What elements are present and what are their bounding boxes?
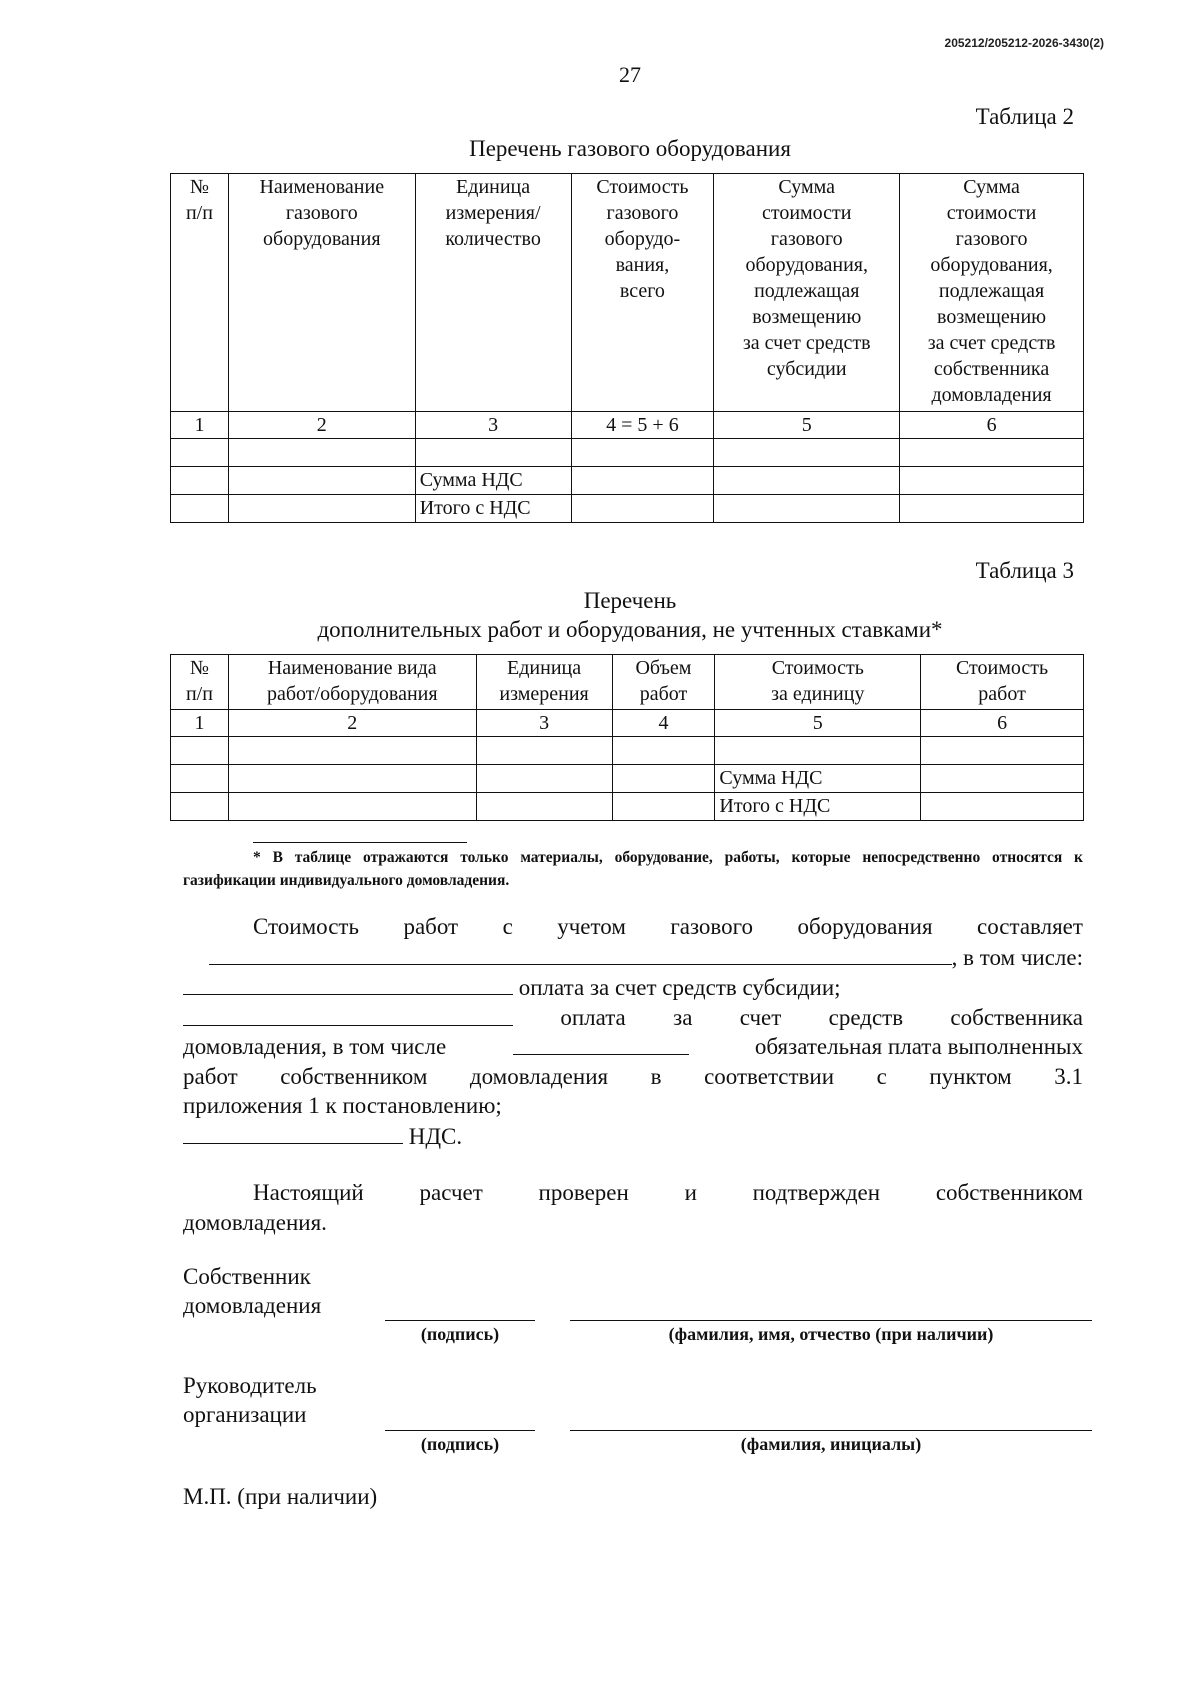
- table2-col-number: 4 = 5 + 6: [571, 412, 714, 439]
- total-cost-blank: [209, 942, 952, 965]
- table3-additional-works: [170, 654, 1084, 821]
- owner-amount-blank: [183, 1003, 513, 1026]
- owner-signature-line[interactable]: [385, 1320, 535, 1321]
- table2-col-number: 2: [228, 412, 415, 439]
- table3-col-number: 3: [476, 710, 612, 737]
- cost-line-7: приложения 1 к постановлению;: [183, 1093, 502, 1118]
- head-name-line[interactable]: [570, 1430, 1092, 1431]
- table2-number-row: [171, 412, 1084, 439]
- table2-col-number: 1: [171, 412, 229, 439]
- owner-label: Собственник домовладения: [183, 1264, 322, 1318]
- head-signature-caption: (подпись): [420, 1434, 500, 1454]
- table2-header-cell: Стоимость газового оборудо- вания, всего: [571, 174, 714, 412]
- footnote-rule: [253, 842, 467, 843]
- head-signature-line[interactable]: [385, 1430, 535, 1431]
- owner-name-line[interactable]: [570, 1320, 1092, 1321]
- table3-col-number: 5: [715, 710, 921, 737]
- table2-header-cell: Единица измерения/ количество: [415, 174, 571, 412]
- table2-vat-label: Сумма НДС: [415, 467, 571, 495]
- table2-gas-equipment: [170, 173, 1084, 523]
- table3-header-cell: Объем работ: [612, 655, 715, 710]
- table3-col-number: 6: [921, 710, 1084, 737]
- table3-total-label: Итого с НДС: [715, 793, 921, 821]
- confirm-line-1: Настоящий расчет проверен и подтвержден собственником: [253, 1180, 1083, 1205]
- table3-col-number: 1: [171, 710, 229, 737]
- footnote-text: * В таблице отражаются только материалы, оборудование, работы, которые непосредственно относятся к газификации индивидуального домовладения.: [183, 849, 1083, 889]
- table2-col-number: 6: [900, 412, 1084, 439]
- cost-line-3: оплата за счет средств субсидии;: [183, 972, 1083, 1003]
- table3-header-cell: Наименование вида работ/оборудования: [228, 655, 476, 710]
- table3-header-cell: Единица измерения: [476, 655, 612, 710]
- owner-signature-caption: (подпись): [420, 1324, 500, 1344]
- table2-title: Перечень газового оборудования: [469, 136, 791, 161]
- cost-paragraph: [183, 912, 1083, 1151]
- head-name-caption: (фамилия, инициалы): [740, 1434, 922, 1454]
- head-label: Руководитель организации: [183, 1373, 317, 1427]
- confirm-paragraph: [183, 1178, 1083, 1237]
- cost-line-1: Стоимость работ с учетом газового оборудования составляет: [253, 914, 1083, 939]
- subsidy-amount-blank: [183, 972, 513, 995]
- table2-col-number: 5: [714, 412, 900, 439]
- table2-header-cell: Сумма стоимости газового оборудования, подлежащая возмещению за счет средств субсидии: [714, 174, 900, 412]
- table2-vat-row: [171, 467, 1084, 495]
- table3-col-number: 4: [612, 710, 715, 737]
- mandatory-payment-blank: [513, 1032, 689, 1055]
- table2-total-label: Итого с НДС: [415, 495, 571, 523]
- table2-header-row: [171, 174, 1084, 412]
- table3-title-line1: Перечень: [583, 588, 677, 613]
- document-id: 205212/205212-2026-3430(2): [944, 36, 1104, 50]
- table2-empty-row: [171, 439, 1084, 467]
- cost-line-6: работ собственником домовладения в соответствии с пунктом 3.1: [183, 1063, 1083, 1089]
- cost-line-5: домовладения, в том числе обязательная плата выполненных: [183, 1034, 1083, 1059]
- owner-name-caption: (фамилия, имя, отчество (при наличии): [668, 1324, 994, 1344]
- vat-amount-blank: [183, 1121, 403, 1144]
- table3-total-row: [171, 793, 1084, 821]
- cost-line-4: оплата за счет средств собственника: [183, 1003, 1083, 1033]
- table3-label: Таблица 3: [975, 558, 1074, 583]
- confirm-line-2: домовладения.: [183, 1209, 327, 1235]
- table3-header-cell: Стоимость за единицу: [715, 655, 921, 710]
- table2-label: Таблица 2: [975, 104, 1074, 129]
- table3-number-row: [171, 710, 1084, 737]
- table2-header-cell: Сумма стоимости газового оборудования, подлежащая возмещению за счет средств собственника домовладения: [900, 174, 1084, 412]
- table3-header-row: [171, 655, 1084, 710]
- cost-line-8: НДС.: [183, 1121, 1083, 1152]
- table2-header-cell: № п/п: [171, 174, 229, 412]
- table3-header-cell: № п/п: [171, 655, 229, 710]
- table2-total-row: [171, 495, 1084, 523]
- table3-vat-row: [171, 765, 1084, 793]
- page-number: 27: [619, 62, 641, 87]
- table3-col-number: 2: [228, 710, 476, 737]
- cost-line-2: , в том числе:: [183, 942, 1083, 973]
- stamp-note: М.П. (при наличии): [183, 1484, 378, 1509]
- table3-title-line2: дополнительных работ и оборудования, не учтенных ставками*: [317, 617, 943, 642]
- table2-header-cell: Наименование газового оборудования: [228, 174, 415, 412]
- table2-col-number: 3: [415, 412, 571, 439]
- table3-header-cell: Стоимость работ: [921, 655, 1084, 710]
- table3-vat-label: Сумма НДС: [715, 765, 921, 793]
- table3-empty-row: [171, 737, 1084, 765]
